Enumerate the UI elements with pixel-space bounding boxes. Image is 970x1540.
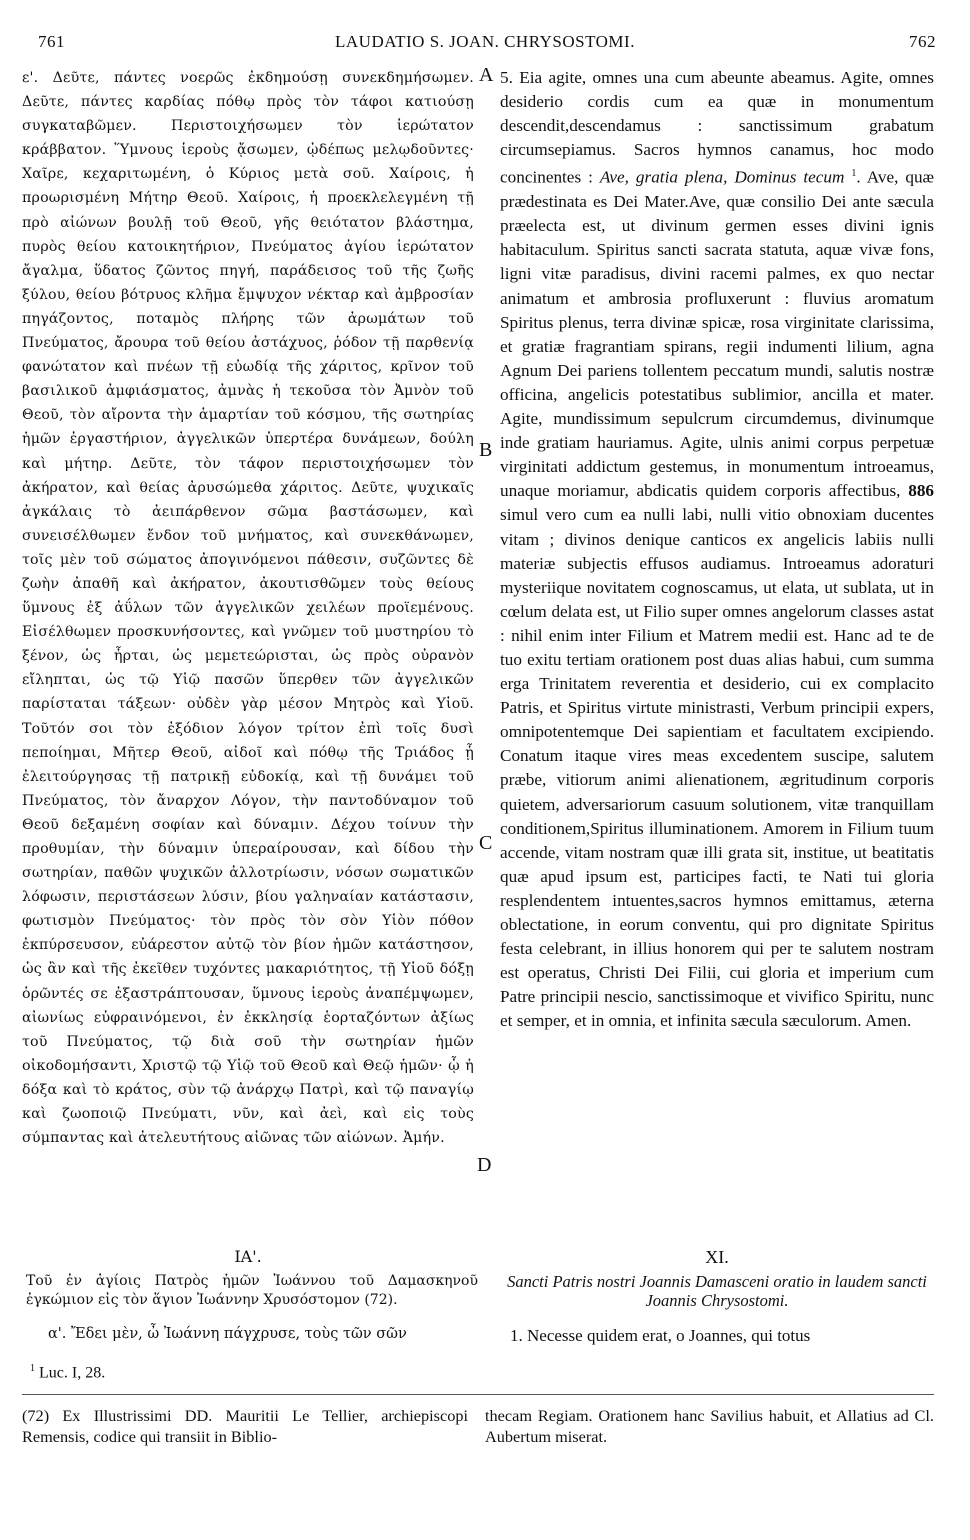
footnote-mark: 1 bbox=[30, 1363, 35, 1374]
latin-text-part3: simul vero cum ea nulli labi, nulli vitio obnoxiam ducentes vitam ; divinos denique canticos ex angelicis labiis nulli materiæ subjectis effusos audiamus. Introeamus adoraturi mysteriique novitatem cognoscamus, ut elata, ut sublata, ut in cœlum delata est, ut Filio super omnes angelorum classes astat : nihil enim inter Filium et Matrem medii est. Hanc ad te de tuo exitu tertiam orationem post duas alias habui, cum summa erga Trinitatem reverentia et desiderio, cui ex complacito Patris, et Spiritus virtute ministrasti, Verbum principii expers, omnipotentemque Dei sapientiam et facultatem excipiendo. Conatum itaque vires meas excedentem suscipe, salutem præbe, vitiorum animi alienationem, ægritudinum corporis quietem, adversariorum casuum solutionem, vitæ tranquillam conditionem,Spiritus illuminationem. Amorem in Filium tuum accende, vitam nostram quæ illi grata sit, institue, ut beatitatis quæ apud ipsum est, participes facti, te Nati tui gloria resplendentem intuentes,sacros hymnos emittamus, æterna oblectatione, in eorum conventu, qui pro dignitate Spiritus festa celebrant, in illius honorem qui per te salutem nostram est operatus, Christi Dei Filii, cui gloria et imperium cum Patre principii nescio, sanctissimoque et vivifico Spiritu, nunc et semper, et in omnia, et infinita sæcula sæculorum. Amen. bbox=[500, 505, 934, 1031]
latin-section-number: XI. bbox=[705, 1247, 729, 1267]
latin-first-line: 1. Necesse quidem erat, o Joannes, qui totus bbox=[510, 1326, 811, 1345]
margin-marker-d: D bbox=[477, 1154, 492, 1176]
latin-column bbox=[500, 66, 934, 1033]
greek-paragraph: ε'. Δεῦτε, πάντες νοερῶς ἐκδημούσῃ συνεκδημήσωμεν. Δεῦτε, πάντες καρδίας πόθῳ πρὸς τὸν τάφοι κατιούσῃ συγκαταβῶμεν. Περιστοιχήσωμεν τὸν ἱερώτατον κράββατον. Ὕμνους ἱεροὺς ᾄσωμεν, ᾠδέπως μελῳδοῦντες· Χαῖρε, κεχαριτωμένη, ὁ Κύριος μετὰ σοῦ. Χαίροις, ἡ προωρισμένη Μήτηρ Θεοῦ. Χαίροις, ἡ προεκλελεγμένη τῇ πρὸ αἰώνων βουλῇ τοῦ Θεοῦ, γῆς θειότατον βλάστημα, πυρὸς θείου κατοικητήριον, Πνεύματος ἁγίου ἱερώτατον ἄγαλμα, ὕδατος ζῶντος πηγή, παράδεισος τοῦ τῆς ζωῆς ξύλου, θείου βότρυος κλῆμα ἔμψυχον νέκταρ καὶ ἀμβροσίαν πηγάζοντος, ποταμὸς πλήρης τῶν ἀρωμάτων τοῦ Πνεύματος, ἄρουρα τοῦ θείου ἀστάχυος, ῥόδον τῇ παρθενίᾳ φανώτατον καὶ πνέων τῇ εὐωδίᾳ τῆς χάριτος, κρῖνον τοῦ βασιλικοῦ ἀμφιάσματος, ἀμνὰς ἡ τεκοῦσα τὸν Ἀμνὸν τοῦ Θεοῦ, τὸν αἴροντα τὴν ἁμαρτίαν τοῦ κόσμου, τῆς σωτηρίας ἡμῶν ἐργαστήριον, ἀγγελικῶν ὑπερτέρα δυνάμεων, δούλη καὶ μήτηρ. Δεῦτε, τὸν τάφον περιστοιχήσωμεν τὸν ἀκήρατον, καὶ θείας ἀρυσώμεθα χάριτος. Δεῦτε, ψυχικαῖς ἀγκάλαις τὸ ἀειπάρθενον σῶμα βαστάσωμεν, καὶ συνεισέλθωμεν ἔνδον τοῦ μνήματος, καὶ συνεκθάνωμεν, τοῖς μὲν τοῦ σώματος ἀπογινόμενοι πάθεσιν, συζῶντες δὲ ζωὴν ἀπαθῆ καὶ ἀκήρατον, ἀκουτισθῶμεν τοὺς θείους ὕμνους ἐξ ἀΰλων τῶν ἀγγελικῶν χειλέων προϊεμένους. Εἰσέλθωμεν προσκυνήσοντες, καὶ γνῶμεν τοῦ μυστηρίου τὸ ξένον, ὡς ἦρται, ὡς μεμετεώρισται, ὡς πρὸς οὐρανὸν εἴληπται, ὡς τῷ Υἱῷ πασῶν ὕπερθεν τῶν ἀγγελικῶν παρίσταται τάξεων· οὐδὲν γὰρ μέσον Μητρὸς καὶ Υἱοῦ. Τοῦτόν σοι τὸν ἐξόδιον λόγον τρίτον ἐπὶ τοῖς δυσὶ πεποίημαι, Μῆτερ Θεοῦ, αἰδοῖ καὶ πόθῳ τῆς Τριάδος ᾗ ἐλειτούργησας τῇ πατρικῇ εὐδοκίᾳ, καὶ τῇ δυνάμει τοῦ Πνεύματος, τὸν ἄναρχον Λόγον, τὴν παντοδύναμον τοῦ Θεοῦ δεξαμένη σοφίαν καὶ δύναμιν. Δέχου τοίνυν τὴν προθυμίαν, τὴν δύναμιν ὑπεραίρουσαν, καὶ δίδου τὴν σωτηρίαν, παθῶν ψυχικῶν ἀλλοτρίωσιν, νόσων σωματικῶν λόφωσιν, περιστάσεων λύσιν, βίου γαληναίαν κατάστασιν, φωτισμὸν Πνεύματος· τὸν πρὸς τὸν σὸν Υἱὸν πόθον ἐκπύρσευσον, εὐάρεστον αὐτῷ τὸν βίον ἡμῶν κατάστησον, ὡς ἂν καὶ τῆς ἐκεῖθεν τυχόντες μακαριότητος, τῇ Υἱοῦ δόξῃ ὁρῶντές σε ἐξαστράπτουσαν, ὕμνους ἱεροὺς ἀναπέμψωμεν, αἰωνίως εὐφραινόμενοι, ἐν ἐκκλησίᾳ ἑορταζόντων ἀξίως τοῦ Πνεύματος, τῷ διὰ σοῦ τὴν σωτηρίαν ἡμῶν οἰκοδομήσαντι, Χριστῷ τῷ Υἱῷ τοῦ Θεοῦ καὶ Θεῷ ἡμῶν· ᾧ ἡ δόξα καὶ τὸ κράτος, σὺν τῷ ἀνάρχῳ Πατρὶ, καὶ τῷ παναγίῳ καὶ ζωοποιῷ Πνεύματι, νῦν, καὶ ἀεὶ, καὶ εἰς τοὺς σύμπαντας καὶ ἀτελευτήτους αἰῶνας τῶν αἰώνων. Ἀμήν. bbox=[22, 70, 474, 1147]
footnote-72-left: (72) Ex Illustrissimi DD. Mauritii Le Tellier, archiepiscopi Remensis, codice qui transiit in Biblio- bbox=[22, 1406, 468, 1446]
column-number-886: 886 bbox=[908, 481, 934, 501]
footnote-luke-text: Luc. I, 28. bbox=[35, 1364, 106, 1382]
greek-section-title: Τοῦ ἐν ἁγίοις Πατρὸς ἡμῶν Ἰωάννου τοῦ Δαμασκηνοῦ ἐγκώμιον εἰς τὸν ἅγιον Ἰωάννην Χρυσόστομον (72). bbox=[26, 1273, 478, 1308]
latin-text-part1: 5. Eia agite, omnes una cum abeunte abeamus. Agite, omnes desiderio cordis cum ea quæ in monumentum descendit,descendamus : sanctissimum grabatum circumsepiamus. Sacros hymnos canamus, hoc modo concinentes : bbox=[500, 68, 934, 188]
margin-marker-a: A bbox=[479, 64, 494, 86]
greek-section-number: ΙΑ'. bbox=[234, 1247, 262, 1266]
footnote-luke bbox=[30, 1363, 105, 1382]
footnote-divider bbox=[22, 1394, 934, 1395]
page-number-right: 762 bbox=[909, 32, 936, 51]
latin-italic-quote: Ave, gratia plena, Dominus tecum bbox=[599, 168, 845, 188]
footnote-ref-1: 1 bbox=[851, 168, 857, 180]
running-title: LAUDATIO S. JOAN. CHRYSOSTOMI. bbox=[335, 32, 635, 51]
latin-section-title: Sancti Patris nostri Joannis Damasceni oratio in laudem sancti Joannis Chrysostomi. bbox=[507, 1272, 927, 1310]
margin-marker-c: C bbox=[479, 832, 493, 854]
greek-first-line: α'. Ἔδει μὲν, ὦ Ἰωάννη πάγχρυσε, τοὺς τῶν σῶν bbox=[48, 1326, 407, 1342]
latin-paragraph bbox=[500, 66, 934, 1033]
page-number-left: 761 bbox=[38, 32, 65, 51]
footnote-72-right: thecam Regiam. Orationem hanc Savilius habuit, et Allatius ad Cl. Aubertum miserat. bbox=[485, 1406, 934, 1446]
margin-marker-b: B bbox=[479, 439, 493, 461]
greek-column bbox=[22, 66, 474, 1150]
latin-text-part2: . Ave, quæ prædestinata es Dei Mater.Ave, quæ consilio Dei ante sæcula præelecta est, ut divinum germen esses divini ignis habitaculum. Spiritus sancti sacrata statuta, aquæ vivæ fons, ligni vitæ paradisus, divini racemi palmes, ex quo nectar animatum et ambrosia profluxerunt : fluvius aromatum Spiritus plenus, terra divinæ spicæ, rosa virginitate clarissima, et gratiæ fragrantiam spirans, regii indumenti lilium, agna Agnum Dei pariens tollentem peccatum mundi, salutis nostræ officina, angelicis potestatibus sublimior, ancilla et mater. Agite, mundissimum sepulcrum circumdemus, divinumque inde gratiam hauriamus. Agite, ulnis animi corpus perpetuæ virginitati addictum gestemus, in monumentum introeamus, unaque moriamur, abdicatis quidem corporis affectibus, bbox=[500, 168, 934, 501]
